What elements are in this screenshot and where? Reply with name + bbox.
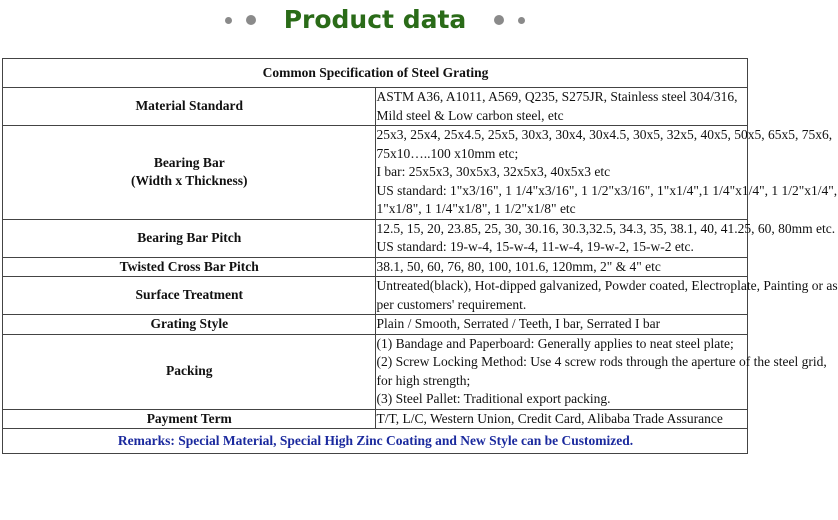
row-label-line: Surface Treatment <box>135 287 244 303</box>
row-value-line: (1) Bandage and Paperboard: Generally applies to neat steel plate; <box>376 335 734 351</box>
row-value-line: (2) Screw Locking Method: Use 4 screw rods through the aperture of the steel grid, <box>376 354 827 369</box>
dot-icon <box>225 17 232 24</box>
row-value <box>375 126 838 220</box>
row-value-line: (3) Steel Pallet: Traditional export packing. <box>376 391 611 406</box>
row-value-line: for high strength; <box>376 372 471 388</box>
row-label-line: Payment Term <box>146 410 232 426</box>
left-decoration <box>225 15 256 25</box>
row-value-line: 25x3, 25x4, 25x4.5, 25x5, 30x3, 30x4, 30x4.5, 30x5, 32x5, 40x5, 50x5, 65x5, 75x6, <box>376 127 833 142</box>
row-label-line: Packing <box>165 363 213 379</box>
remark-text: Remarks: Special Material, Special High Zinc Coating and New Style can be Customized. <box>3 429 748 454</box>
spec-table <box>2 58 838 454</box>
dot-icon <box>494 15 504 25</box>
row-value <box>375 219 836 257</box>
row-value <box>375 277 838 315</box>
row-label <box>3 315 376 335</box>
row-label <box>3 257 376 277</box>
right-decoration <box>494 15 525 25</box>
row-value-line: US standard: 19-w-4, 15-w-4, 11-w-4, 19-w-2, 15-w-2 etc. <box>376 239 694 254</box>
row-value-line: 1"x1/8", 1 1/4"x1/8", 1 1/2"x1/8" etc <box>376 201 576 216</box>
row-value <box>375 315 748 335</box>
row-value-line: 38.1, 50, 60, 76, 80, 100, 101.6, 120mm, 2" & 4" etc <box>376 258 661 274</box>
table-row <box>3 88 748 126</box>
row-value-line: T/T, L/C, Western Union, Credit Card, Alibaba Trade Assurance <box>376 410 723 426</box>
row-value-line: I bar: 25x5x3, 30x5x3, 32x5x3, 40x5x3 etc <box>376 164 611 179</box>
row-value-line: Mild steel & Low carbon steel, etc <box>376 107 564 123</box>
table-row <box>3 315 748 335</box>
row-value <box>375 88 748 126</box>
row-value-line: Plain / Smooth, Serrated / Teeth, I bar, Serrated I bar <box>376 316 661 331</box>
remark-row <box>3 429 748 454</box>
row-label-line: Bearing Bar <box>153 154 225 170</box>
page-title: Product data <box>283 5 467 34</box>
row-value-line: per customers' requirement. <box>376 296 527 312</box>
row-value-line: Untreated(black), Hot-dipped galvanized, Powder coated, Electroplate, Painting or as <box>376 278 838 293</box>
table-caption: Common Specification of Steel Grating <box>3 59 748 88</box>
table-row <box>3 257 748 277</box>
row-label-line: (Width x Thickness) <box>130 173 248 189</box>
page-header <box>0 0 750 42</box>
row-label <box>3 88 376 126</box>
row-value <box>375 409 748 429</box>
row-label <box>3 277 376 315</box>
table-row <box>3 219 748 257</box>
row-value-line: US standard: 1"x3/16", 1 1/4"x3/16", 1 1/2"x3/16", 1"x1/4",1 1/4"x1/4", 1 1/2"x1/4", <box>376 182 838 198</box>
table-caption-row <box>3 59 748 88</box>
row-value <box>375 257 748 277</box>
row-label-line: Material Standard <box>135 98 244 114</box>
row-value <box>375 334 827 409</box>
table-row <box>3 126 748 220</box>
row-label <box>3 334 376 409</box>
row-value-line: 75x10…..100 x10mm etc; <box>376 145 519 161</box>
row-value-line: 12.5, 15, 20, 23.85, 25, 30, 30.16, 30.3,32.5, 34.3, 35, 38.1, 40, 41.25, 60, 80mm etc. <box>376 220 836 236</box>
table-row <box>3 409 748 429</box>
table-row <box>3 277 748 315</box>
row-label-line: Grating Style <box>150 316 229 331</box>
row-label-line: Twisted Cross Bar Pitch <box>119 258 259 274</box>
header-row <box>0 4 750 36</box>
row-label-line: Bearing Bar Pitch <box>137 229 242 245</box>
dot-icon <box>518 17 525 24</box>
row-label <box>3 409 376 429</box>
row-label <box>3 126 376 220</box>
spec-table-body <box>3 59 838 454</box>
row-value-line: ASTM A36, A1011, A569, Q235, S275JR, Stainless steel 304/316, <box>376 89 738 104</box>
table-row <box>3 334 748 409</box>
row-label <box>3 219 376 257</box>
dot-icon <box>246 15 256 25</box>
